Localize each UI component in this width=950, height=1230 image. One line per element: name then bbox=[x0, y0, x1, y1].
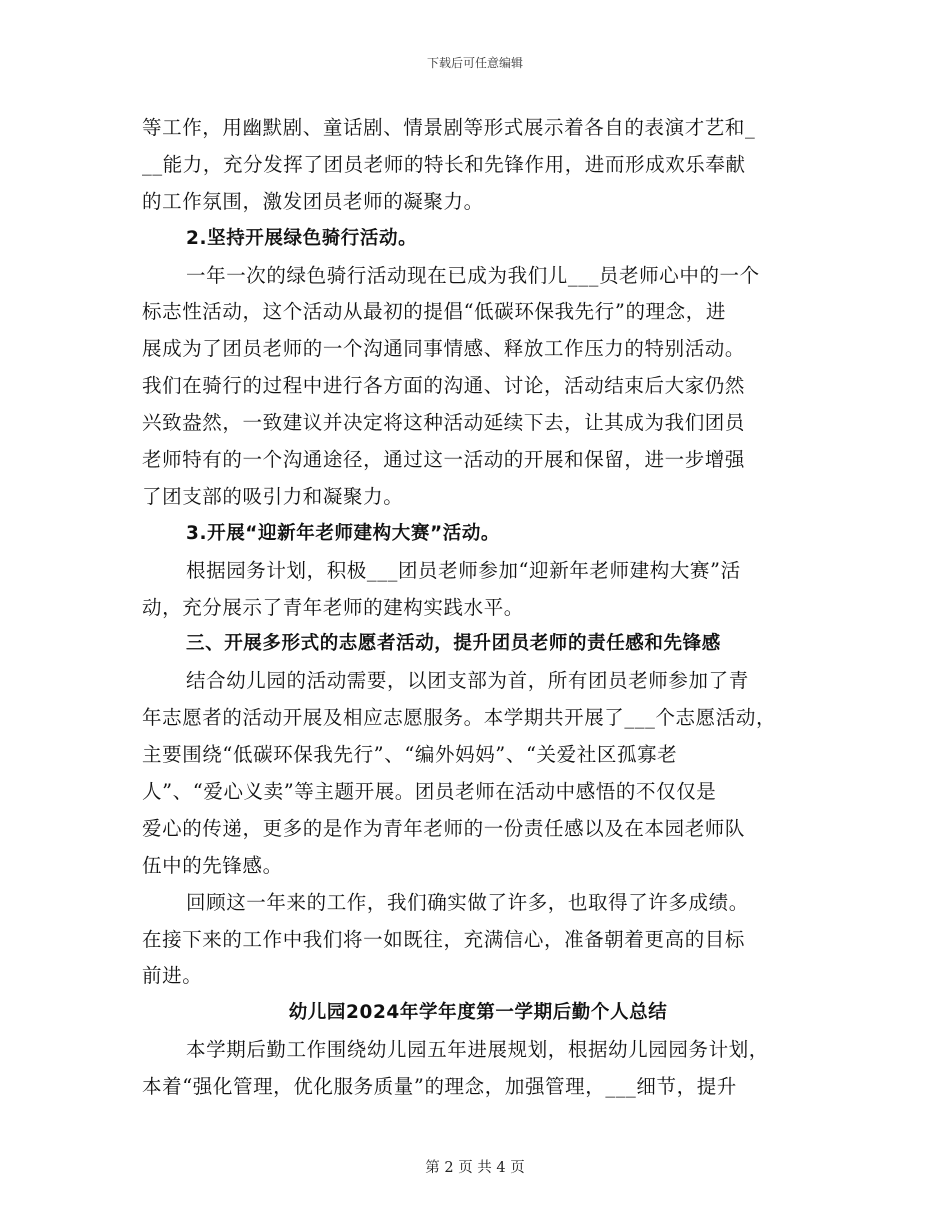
body-line: 动，充分展示了青年老师的建构实践水平。 bbox=[142, 595, 524, 619]
page-number-footer: 第 2 页 共 4 页 bbox=[425, 1160, 525, 1176]
body-line: 爱心的传递，更多的是作为青年老师的一份责任感以及在本园老师队 bbox=[142, 816, 746, 840]
body-line: 本着“强化管理，优化服务质量”的理念，加强管理，___细节，提升 bbox=[142, 1075, 737, 1099]
section-heading-construction-contest: 3.开展“迎新年老师建构大赛”活动。 bbox=[186, 522, 501, 544]
body-line: 一年一次的绿色骑行活动现在已成为我们儿___员老师心中的一个 bbox=[186, 263, 760, 287]
body-line: 本学期后勤工作围绕幼儿园五年进展规划，根据幼儿园园务计划， bbox=[186, 1038, 769, 1062]
body-line: 了团支部的吸引力和凝聚力。 bbox=[142, 484, 404, 508]
body-line: 在接下来的工作中我们将一如既往，充满信心，准备朝着更高的目标 bbox=[142, 927, 746, 951]
document-title: 幼儿园2024年学年度第一学期后勤个人总结 bbox=[288, 1002, 668, 1024]
body-line: __能力，充分发挥了团员老师的特长和先锋作用，进而形成欢乐奉献 bbox=[142, 152, 746, 176]
body-line: 伍中的先锋感。 bbox=[142, 853, 283, 877]
body-line: 老师特有的一个沟通途径，通过这一活动的开展和保留，进一步增强 bbox=[142, 448, 746, 472]
body-line: 结合幼儿园的活动需要，以团支部为首，所有团员老师参加了青 bbox=[186, 669, 749, 693]
body-line: 前进。 bbox=[142, 964, 203, 988]
body-line: 根据园务计划，积极___团员老师参加“迎新年老师建构大赛”活 bbox=[186, 558, 741, 582]
page-header: 下载后可任意编辑 bbox=[426, 56, 523, 70]
body-line: 兴致盎然，一致建议并决定将这种活动延续下去，让其成为我们团员 bbox=[142, 411, 746, 435]
body-line: 标志性活动，这个活动从最初的提倡“低碳环保我先行”的理念，进 bbox=[142, 300, 726, 324]
section-heading-green-cycling: 2.坚持开展绿色骑行活动。 bbox=[186, 227, 418, 249]
body-line: 等工作，用幽默剧、童话剧、情景剧等形式展示着各自的表演才艺和_ bbox=[142, 116, 756, 139]
body-line: 年志愿者的活动开展及相应志愿服务。本学期共开展了___个志愿活动， bbox=[142, 706, 777, 730]
section-heading-volunteer-activities: 三、开展多形式的志愿者活动，提升团员老师的责任感和先锋感 bbox=[186, 633, 721, 655]
document-body bbox=[142, 110, 814, 1106]
body-line: 展成为了团员老师的一个沟通同事情感、释放工作压力的特别活动。 bbox=[142, 337, 746, 361]
body-line: 我们在骑行的过程中进行各方面的沟通、讨论，活动结束后大家仍然 bbox=[142, 374, 746, 398]
body-line: 人”、“爱心义卖”等主题开展。团员老师在活动中感悟的不仅仅是 bbox=[142, 780, 717, 804]
body-line: 回顾这一年来的工作，我们确实做了许多，也取得了许多成绩。 bbox=[186, 890, 749, 914]
body-line: 主要围绕“低碳环保我先行”、“编外妈妈”、“关爱社区孤寡老 bbox=[142, 743, 678, 767]
body-line: 的工作氛围，激发团员老师的凝聚力。 bbox=[142, 189, 484, 213]
